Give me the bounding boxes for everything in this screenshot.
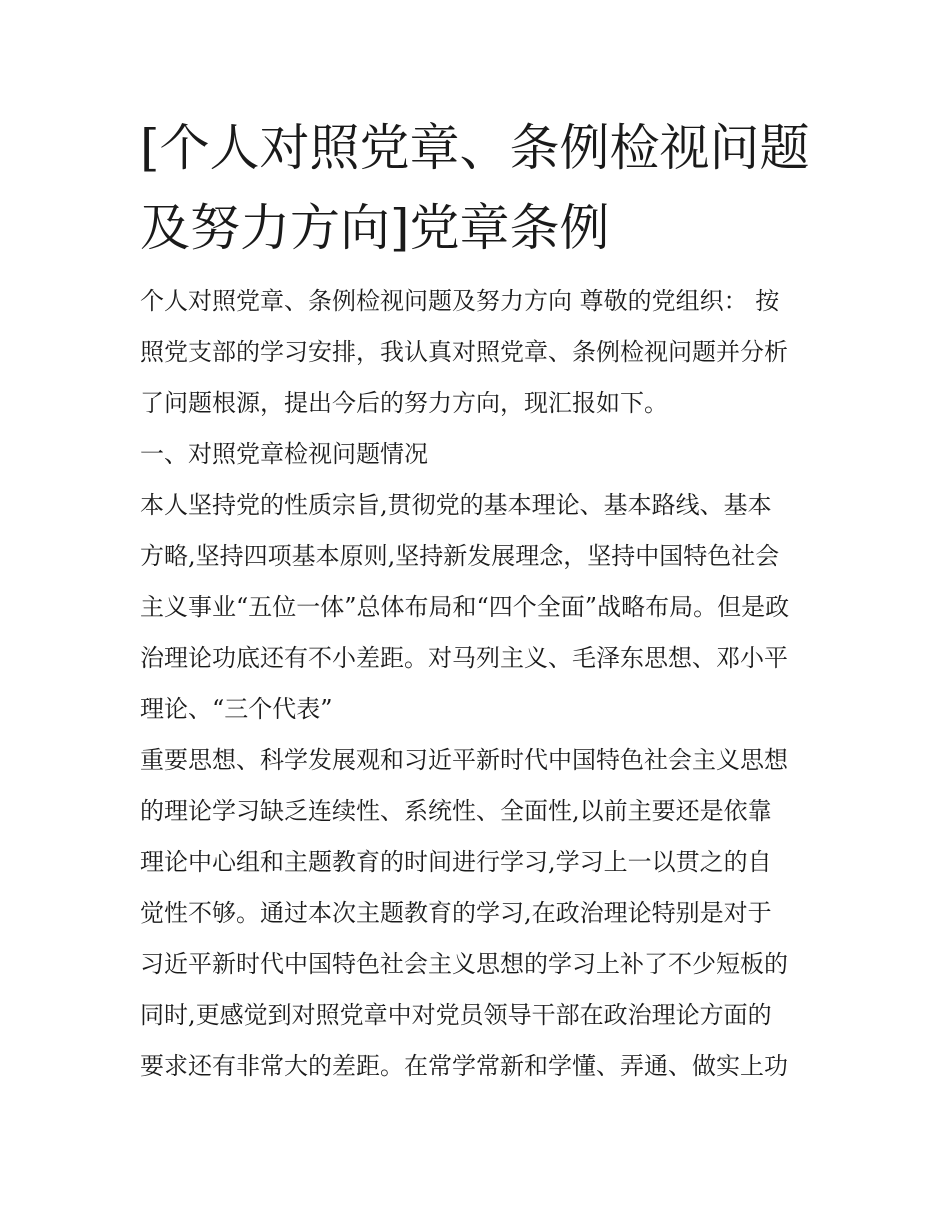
text-line: 方略,坚持四项基本原则,坚持新发展理念，坚持中国特色社会	[140, 542, 780, 570]
text-line: 习近平新时代中国特色社会主义思想的学习上补了不少短板的	[140, 950, 788, 978]
text-line: 个人对照党章、条例检视问题及努力方向 尊敬的党组织： 按	[140, 287, 780, 315]
text-line: 理论中心组和主题教育的时间进行学习,学习上一以贯之的自	[140, 848, 772, 876]
text-line: 重要思想、科学发展观和习近平新时代中国特色社会主义思想	[140, 746, 788, 774]
text-line: 要求还有非常大的差距。在常学常新和学懂、弄通、做实上功	[140, 1052, 788, 1080]
text-line: 觉性不够。通过本次主题教育的学习,在政治理论特别是对于	[140, 899, 772, 927]
title-line: [个人对照党章、条例检视问题	[140, 119, 810, 177]
section-heading: 一、对照党章检视问题情况	[140, 440, 428, 468]
text-line: 同时,更感觉到对照党章中对党员领导干部在政治理论方面的	[140, 1001, 772, 1029]
text-line: 本人坚持党的性质宗旨,贯彻党的基本理论、基本路线、基本	[140, 491, 772, 519]
title-line: 及努力方向]党章条例	[140, 199, 610, 257]
document-title	[140, 108, 820, 268]
text-line: 理论、“三个代表”	[140, 695, 333, 723]
text-line: 的理论学习缺乏连续性、系统性、全面性,以前主要还是依靠	[140, 797, 772, 825]
document-body	[140, 276, 820, 1092]
text-line: 了问题根源，提出今后的努力方向，现汇报如下。	[140, 389, 668, 417]
text-line: 主义事业“五位一体”总体布局和“四个全面”战略布局。但是政	[140, 593, 790, 621]
text-line: 照党支部的学习安排，我认真对照党章、条例检视问题并分析	[140, 338, 788, 366]
text-line: 治理论功底还有不小差距。对马列主义、毛泽东思想、邓小平	[140, 644, 788, 672]
